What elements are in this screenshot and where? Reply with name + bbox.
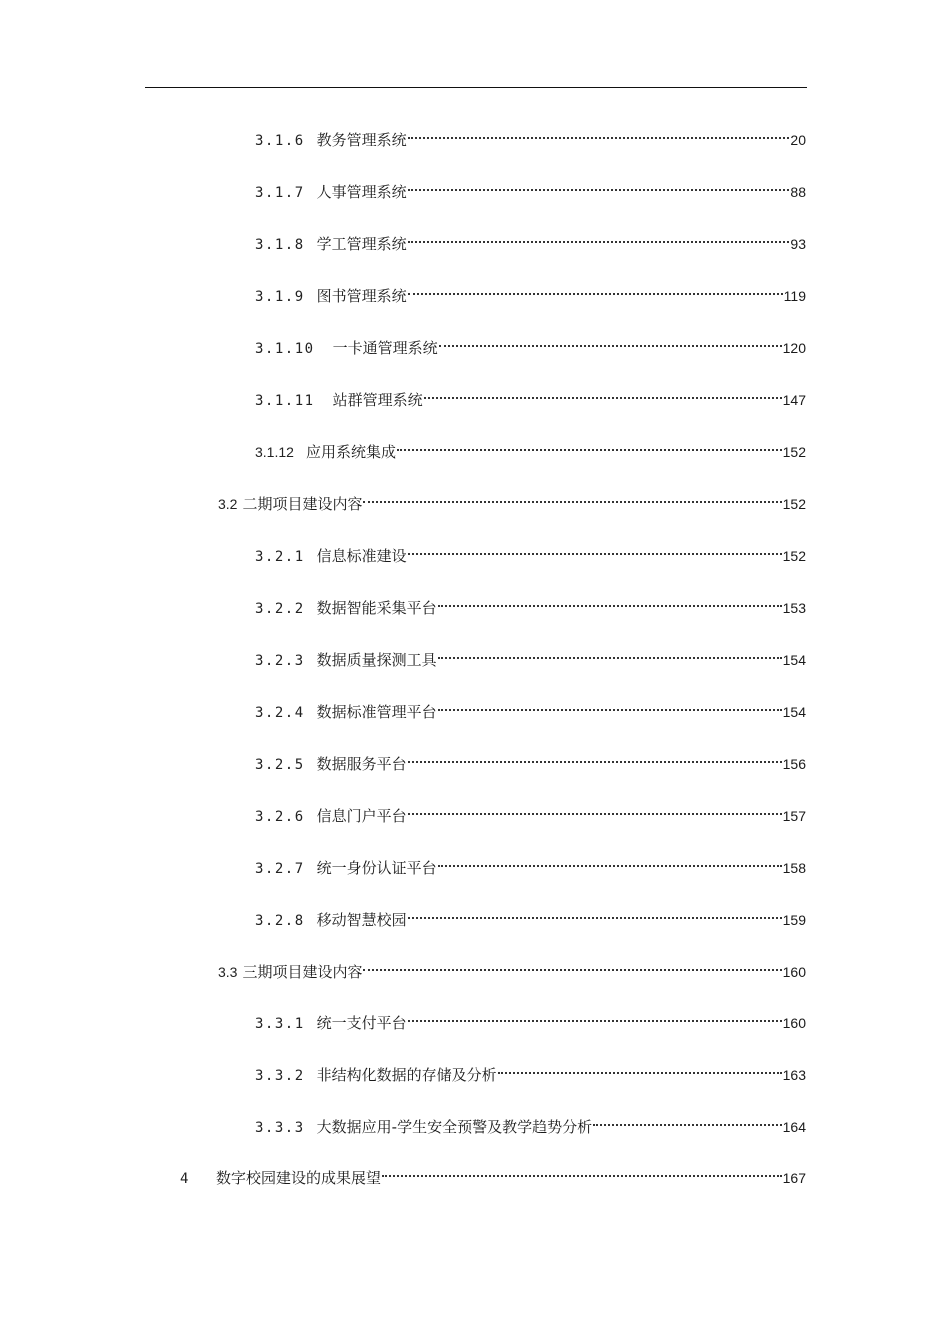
toc-entry[interactable] [255, 383, 806, 409]
toc-entry[interactable] [255, 799, 806, 825]
toc-page-number: 119 [783, 288, 806, 304]
toc-page-number: 20 [790, 132, 806, 148]
toc-title: 一卡通管理系统 [332, 339, 438, 357]
toc-dot-leader [498, 1058, 782, 1080]
toc-dot-leader [408, 799, 782, 821]
toc-entry[interactable] [255, 1006, 806, 1032]
toc-title: 统一身份认证平台 [316, 859, 437, 877]
toc-entry[interactable] [255, 643, 806, 669]
toc-page-number: 154 [782, 704, 806, 720]
toc-page-number: 160 [782, 964, 806, 980]
toc-dot-leader [438, 851, 782, 873]
toc-entry[interactable] [180, 1161, 806, 1187]
toc-number: 3.1.7 [255, 185, 305, 201]
toc-dot-leader [438, 695, 782, 717]
toc-entry[interactable] [255, 435, 806, 461]
toc-number: 3.3.2 [255, 1068, 305, 1084]
toc-entry[interactable] [218, 487, 806, 513]
toc-page-number: 164 [782, 1119, 806, 1135]
toc-dot-leader [439, 331, 782, 353]
toc-dot-leader [408, 227, 790, 249]
toc-page-number: 120 [782, 340, 806, 356]
toc-number: 3.2.2 [255, 601, 305, 617]
toc-number: 3.3 [218, 964, 238, 980]
toc-dot-leader [408, 123, 790, 145]
toc-entry[interactable] [255, 331, 806, 357]
toc-number: 3.3.1 [255, 1016, 305, 1032]
toc-entry[interactable] [255, 747, 806, 773]
toc-number: 3.1.10 [255, 341, 315, 357]
toc-title: 数据服务平台 [316, 755, 407, 773]
toc-entry[interactable] [255, 1058, 806, 1084]
toc-page-number: 153 [782, 600, 806, 616]
toc-page-number: 159 [782, 912, 806, 928]
toc-entry[interactable] [255, 539, 806, 565]
toc-page-number: 152 [782, 548, 806, 564]
toc-dot-leader [382, 1161, 782, 1183]
toc-page-number: 93 [790, 236, 806, 252]
toc-number: 3.2.3 [255, 653, 305, 669]
toc-title: 移动智慧校园 [316, 911, 407, 929]
toc-dot-leader [424, 383, 782, 405]
toc-title: 数据质量探测工具 [316, 651, 437, 669]
toc-dot-leader [397, 435, 782, 457]
toc-title: 数据智能采集平台 [316, 599, 437, 617]
toc-title: 非结构化数据的存储及分析 [316, 1066, 497, 1084]
toc-title: 信息标准建设 [316, 547, 407, 565]
toc-entry[interactable] [255, 1110, 806, 1136]
toc-page-number: 147 [782, 392, 806, 408]
toc-number: 3.1.11 [255, 393, 315, 409]
toc-title: 三期项目建设内容 [242, 963, 363, 981]
toc-number: 3.3.3 [255, 1120, 305, 1136]
toc-title: 站群管理系统 [332, 391, 423, 409]
toc-number: 3.1.12 [255, 444, 294, 460]
toc-title: 人事管理系统 [316, 183, 407, 201]
toc-page-number: 154 [782, 652, 806, 668]
toc-number: 3.2 [218, 496, 238, 512]
toc-page-number: 158 [782, 860, 806, 876]
toc-dot-leader [408, 903, 782, 925]
toc-number: 3.2.4 [255, 705, 305, 721]
toc-title: 大数据应用-学生安全预警及教学趋势分析 [316, 1118, 593, 1136]
toc-entry[interactable] [255, 591, 806, 617]
toc-number: 4 [180, 1171, 190, 1187]
toc-title: 信息门户平台 [316, 807, 407, 825]
toc-dot-leader [408, 1006, 782, 1028]
toc-dot-leader [363, 955, 781, 977]
toc-page-number: 167 [782, 1170, 806, 1186]
toc-dot-leader [408, 279, 783, 301]
toc-dot-leader [593, 1110, 782, 1132]
toc-dot-leader [363, 487, 781, 509]
toc-page-number: 157 [782, 808, 806, 824]
toc-entry[interactable] [255, 175, 806, 201]
toc-number: 3.2.8 [255, 913, 305, 929]
toc-number: 3.2.1 [255, 549, 305, 565]
toc-entry[interactable] [255, 227, 806, 253]
toc-dot-leader [408, 175, 790, 197]
toc-number: 3.2.6 [255, 809, 305, 825]
toc-title: 教务管理系统 [316, 131, 407, 149]
toc-title: 二期项目建设内容 [242, 495, 363, 513]
toc-number: 3.1.6 [255, 133, 305, 149]
toc-page-number: 152 [782, 496, 806, 512]
toc-page-number: 160 [782, 1015, 806, 1031]
toc-page-number: 163 [782, 1067, 806, 1083]
toc-number: 3.2.7 [255, 861, 305, 877]
toc-number: 3.2.5 [255, 757, 305, 773]
toc-title: 图书管理系统 [316, 287, 407, 305]
toc-title: 统一支付平台 [316, 1014, 407, 1032]
toc-entry[interactable] [255, 851, 806, 877]
toc-entry[interactable] [218, 955, 806, 981]
toc-dot-leader [438, 643, 782, 665]
toc-dot-leader [408, 539, 782, 561]
toc-page-number: 156 [782, 756, 806, 772]
toc-entry[interactable] [255, 123, 806, 149]
toc-title: 数据标准管理平台 [316, 703, 437, 721]
toc-dot-leader [438, 591, 782, 613]
toc-title: 数字校园建设的成果展望 [215, 1169, 381, 1187]
toc-number: 3.1.9 [255, 289, 305, 305]
toc-entry[interactable] [255, 279, 806, 305]
toc-page-number: 88 [790, 184, 806, 200]
toc-title: 学工管理系统 [316, 235, 407, 253]
toc-number: 3.1.8 [255, 237, 305, 253]
toc-page-number: 152 [782, 444, 806, 460]
toc-entry[interactable] [255, 695, 806, 721]
toc-title: 应用系统集成 [305, 443, 396, 461]
toc-dot-leader [408, 747, 782, 769]
toc-entry[interactable] [255, 903, 806, 929]
